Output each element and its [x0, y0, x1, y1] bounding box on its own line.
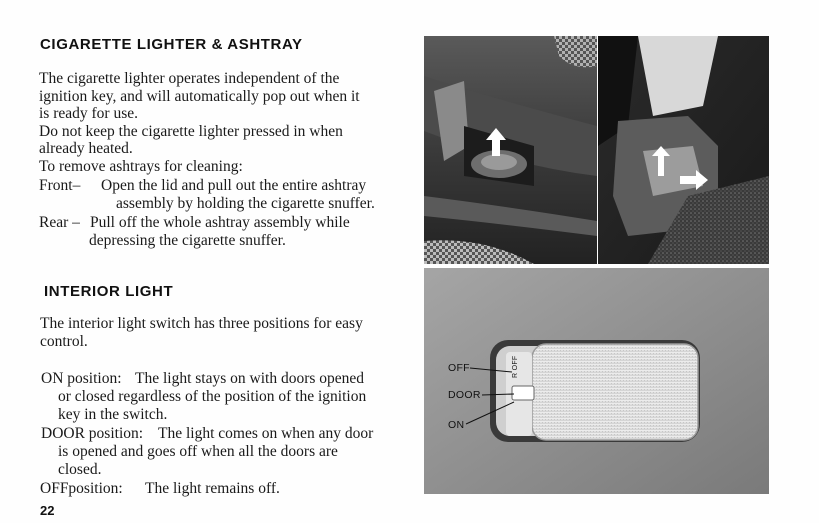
section-title-interior-light: INTERIOR LIGHT	[44, 283, 174, 300]
front-text-line1: Open the lid and pull out the entire ashtray	[101, 177, 367, 194]
off-label: OFFposition:	[40, 480, 123, 497]
front-ashtray-photo	[424, 36, 597, 264]
text-line: control.	[40, 332, 88, 350]
callout-off: OFF	[448, 362, 470, 374]
on-label: ON position:	[41, 370, 122, 387]
callout-door: DOOR	[448, 389, 481, 401]
text-line: is ready for use.	[39, 105, 138, 122]
door-text-line1: The light comes on when any door	[158, 425, 374, 442]
rear-ashtray-photo	[598, 36, 769, 264]
door-label: DOOR position:	[41, 425, 144, 442]
on-text-line1: The light stays on with doors opened	[135, 370, 365, 387]
text-line: ignition key, and will automatically pop out when it	[39, 87, 360, 105]
front-label: Front–	[39, 177, 81, 194]
door-text-line2: is opened and goes off when all the doors are	[58, 443, 338, 460]
rear-ashtray-illustration	[598, 36, 769, 264]
text-line: already heated.	[39, 140, 133, 157]
text-line: The interior light switch has three positions for easy	[40, 315, 363, 332]
rear-label: Rear –	[39, 214, 80, 231]
text-line: To remove ashtrays for cleaning:	[39, 157, 243, 175]
door-text-line3: closed.	[58, 461, 102, 478]
page-number: 22	[40, 503, 55, 518]
on-text-line2: or closed regardless of the position of the ignition	[58, 388, 367, 405]
text-line: The cigarette lighter operates independent of the	[39, 70, 340, 87]
rear-text-line1: Pull off the whole ashtray assembly while	[90, 214, 350, 231]
interior-light-illustration	[424, 268, 769, 494]
switch-embossed-label: R OFF	[512, 355, 519, 378]
interior-light-photo	[424, 268, 769, 494]
front-ashtray-illustration	[424, 36, 597, 264]
front-text-line2: assembly by holding the cigarette snuffer.	[116, 195, 375, 212]
lighter-paragraph	[39, 70, 360, 175]
text-line: Do not keep the cigarette lighter pressed in when	[39, 122, 343, 140]
interior-light-intro	[40, 315, 363, 350]
rear-text-line2: depressing the cigarette snuffer.	[89, 232, 286, 249]
callout-on: ON	[448, 419, 465, 431]
on-text-line3: key in the switch.	[58, 406, 168, 423]
off-text-line1: The light remains off.	[145, 480, 280, 497]
section-title-cigarette-lighter: CIGARETTE LIGHTER & ASHTRAY	[40, 36, 303, 53]
